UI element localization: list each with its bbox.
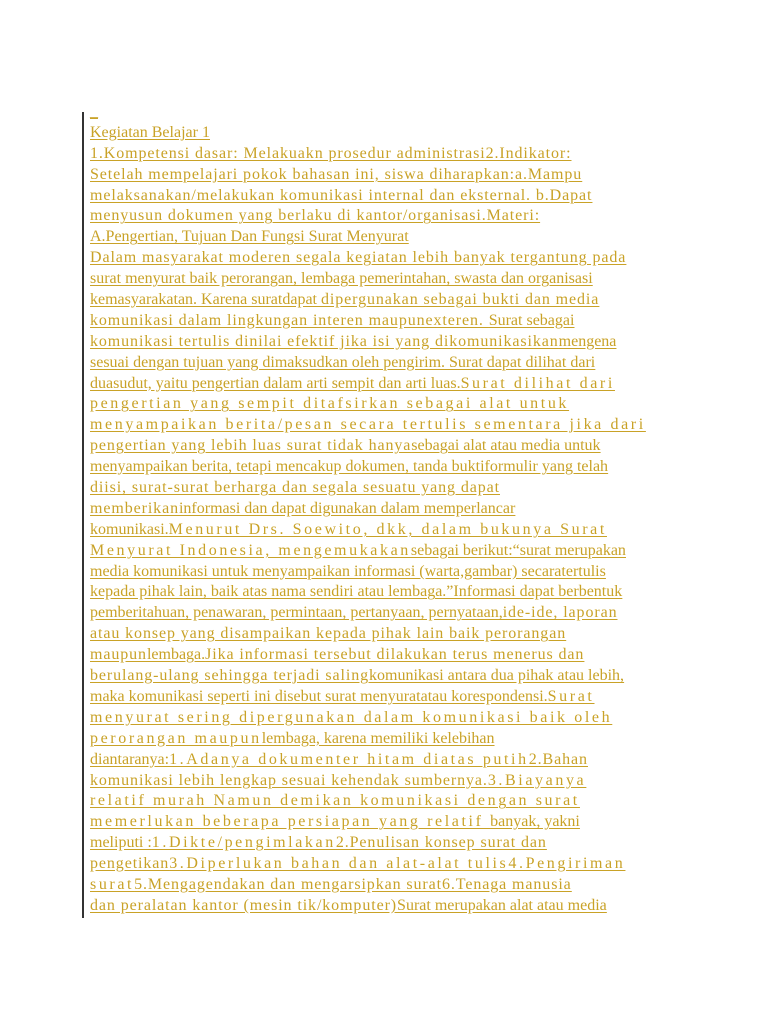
text-line	[90, 248, 690, 269]
text-segment: Surat merupakan alat atau media	[397, 896, 607, 914]
text-segment: komunikasi dalam lingkungan interen maupunexteren.	[90, 311, 489, 329]
text-line	[90, 374, 690, 395]
text-line	[90, 394, 690, 415]
text-segment: menyampaikan berita/pesan secara tertulis sementara jika dari	[90, 416, 646, 434]
text-line	[90, 854, 690, 875]
text-segment: 1.Dikte/pengimlakan	[151, 834, 336, 852]
text-segment: 3.Diperlukan bahan dan alat-alat tulis	[169, 855, 509, 873]
text-segment: 2.Penulisan konsep surat dan	[335, 834, 547, 852]
text-segment: dipergunakan sebagai bukti dan media	[321, 291, 600, 309]
text-line	[90, 478, 690, 499]
text-segment: 4.Pengiriman	[508, 855, 626, 873]
text-line	[90, 750, 690, 771]
text-line	[90, 102, 690, 123]
text-segment: Surat dilihat dari	[460, 374, 615, 392]
text-line	[90, 186, 690, 207]
text-line	[90, 771, 690, 792]
text-line	[90, 227, 690, 248]
text-line	[90, 541, 690, 562]
text-segment: komunikasi.	[90, 520, 169, 538]
text-line	[90, 582, 690, 603]
text-line	[90, 624, 690, 645]
text-segment: 5.Mengagendakan dan mengarsipkan surat	[134, 875, 442, 893]
text-segment: dan peralatan kantor (mesin tik/komputer)	[90, 896, 398, 914]
text-segment: Surat sebagai	[488, 311, 575, 329]
text-line	[90, 311, 690, 332]
text-line	[90, 875, 690, 896]
text-segment: 1.Adanya dokumenter hitam diatas putih	[169, 750, 529, 768]
text-segment: _	[90, 103, 98, 120]
text-segment: menyurat sering dipergunakan dalam komunikasi baik oleh	[90, 708, 613, 726]
text-segment: 2.Bahan	[528, 750, 588, 768]
text-line	[90, 687, 690, 708]
text-segment: surat menyurat baik perorangan, lembaga pemerintahan, swasta dan organisasi	[90, 270, 593, 288]
text-segment: mengena	[558, 332, 617, 350]
text-line	[90, 353, 690, 374]
text-segment: meliputi :	[90, 834, 152, 852]
text-segment: duasudut, yaitu pengertian dalam arti sempit dan arti luas.	[90, 374, 461, 392]
text-line	[90, 144, 690, 165]
text-segment: media komunikasi untuk menyampaikan informasi (warta,gambar) secaratertulis	[90, 562, 606, 580]
text-segment: Jika informasi tersebut dilakukan terus menerus dan	[205, 646, 585, 664]
text-segment: informasi dan dapat digunakan dalam memperlancar	[178, 499, 516, 517]
text-line	[90, 603, 690, 624]
text-segment: atau konsep yang disampaikan kepada pihak lain baik perorangan	[90, 625, 567, 643]
text-segment: perorangan maupun	[90, 729, 262, 747]
text-segment: Surat	[547, 687, 595, 705]
text-line	[90, 833, 690, 854]
text-segment: lembaga, karena memiliki kelebihan	[261, 729, 495, 747]
text-segment: menyusun dokumen yang berlaku di kantor/organisasi.Materi:	[90, 207, 541, 225]
text-segment: diantaranya:	[90, 750, 170, 768]
text-segment: maupun	[90, 646, 147, 664]
text-line	[90, 123, 690, 144]
text-segment: komunikasi antara dua pihak atau lebih,	[369, 667, 625, 685]
text-line	[90, 206, 690, 227]
text-segment: sebagai alat atau media untuk	[411, 437, 601, 455]
text-segment: melaksanakan/melakukan komunikasi internal dan eksternal. b.Dapat	[90, 186, 593, 204]
text-segment: pemberitahuan, penawaran, permintaan, pertanyaan, pernyataan,	[90, 604, 503, 622]
text-line	[90, 332, 690, 353]
text-line	[90, 415, 690, 436]
text-segment: memerlukan beberapa persiapan yang relatif	[90, 813, 491, 831]
text-segment: lembaga.	[146, 646, 206, 664]
text-line	[90, 165, 690, 186]
text-segment: diisi, surat-surat berharga dan segala sesuatu yang dapat	[90, 479, 500, 497]
text-segment: A.Pengertian, Tujuan Dan Fungsi Surat Menyurat	[90, 228, 409, 246]
text-line	[90, 708, 690, 729]
text-segment: sebagai berikut:“surat merupakan	[410, 541, 626, 559]
text-line	[90, 791, 690, 812]
text-line	[90, 269, 690, 290]
text-line	[90, 812, 690, 833]
text-segment: berulang-ulang sehingga terjadi saling	[90, 667, 370, 685]
text-segment: banyak, yakni	[490, 813, 580, 831]
text-line	[90, 562, 690, 583]
text-segment: kemasyarakatan. Karena suratdapat	[90, 291, 321, 309]
text-segment: memberikan	[90, 499, 179, 517]
text-line	[90, 729, 690, 750]
text-segment: pengertian yang sempit ditafsirkan sebagai alat untuk	[90, 395, 570, 413]
text-line	[90, 499, 690, 520]
text-line	[90, 290, 690, 311]
margin-bar	[82, 112, 84, 918]
text-line	[90, 666, 690, 687]
text-segment: 3.Biayanya	[487, 771, 587, 789]
text-segment: Menyurat Indonesia, mengemukakan	[90, 541, 411, 559]
text-line	[90, 896, 690, 917]
text-line	[90, 436, 690, 457]
text-segment: Kegiatan Belajar 1	[90, 123, 210, 141]
text-segment: surat	[90, 875, 135, 893]
text-segment: relatif murah Namun demikan komunikasi dengan surat	[90, 792, 580, 810]
text-line	[90, 645, 690, 666]
text-segment: Setelah mempelajari pokok bahasan ini, siswa diharapkan:a.Mampu	[90, 165, 583, 183]
text-segment: Menurut Drs. Soewito, dkk, dalam bukunya Surat	[168, 520, 607, 538]
text-segment: komunikasi tertulis dinilai efektif jika isi yang dikomunikasikan	[90, 332, 559, 350]
text-segment: maka komunikasi seperti ini disebut surat menyuratatau korespondensi.	[90, 687, 548, 705]
text-segment: pengetikan	[90, 855, 170, 873]
text-segment: Dalam masyarakat moderen segala kegiatan lebih banyak tergantung pada	[90, 249, 627, 267]
text-segment: 6.Tenaga manusia	[442, 875, 572, 893]
text-segment: pengertian yang lebih luas surat tidak hanya	[90, 437, 412, 455]
document-body	[90, 102, 690, 917]
text-segment: ide-ide, laporan	[502, 604, 618, 622]
text-segment: komunikasi lebih lengkap sesuai kehendak sumbernya.	[90, 771, 488, 789]
text-segment: kepada pihak lain, baik atas nama sendiri atau lembaga.”Informasi dapat berbentuk	[90, 583, 623, 601]
text-segment: sesuai dengan tujuan yang dimaksudkan oleh pengirim. Surat dapat dilihat dari	[90, 353, 596, 371]
text-segment: 1.Kompetensi dasar: Melakuakn prosedur administrasi2.Indikator:	[90, 144, 572, 162]
text-segment: menyampaikan berita, tetapi mencakup dokumen, tanda buktiformulir yang telah	[90, 458, 609, 476]
text-line	[90, 520, 690, 541]
text-line	[90, 457, 690, 478]
